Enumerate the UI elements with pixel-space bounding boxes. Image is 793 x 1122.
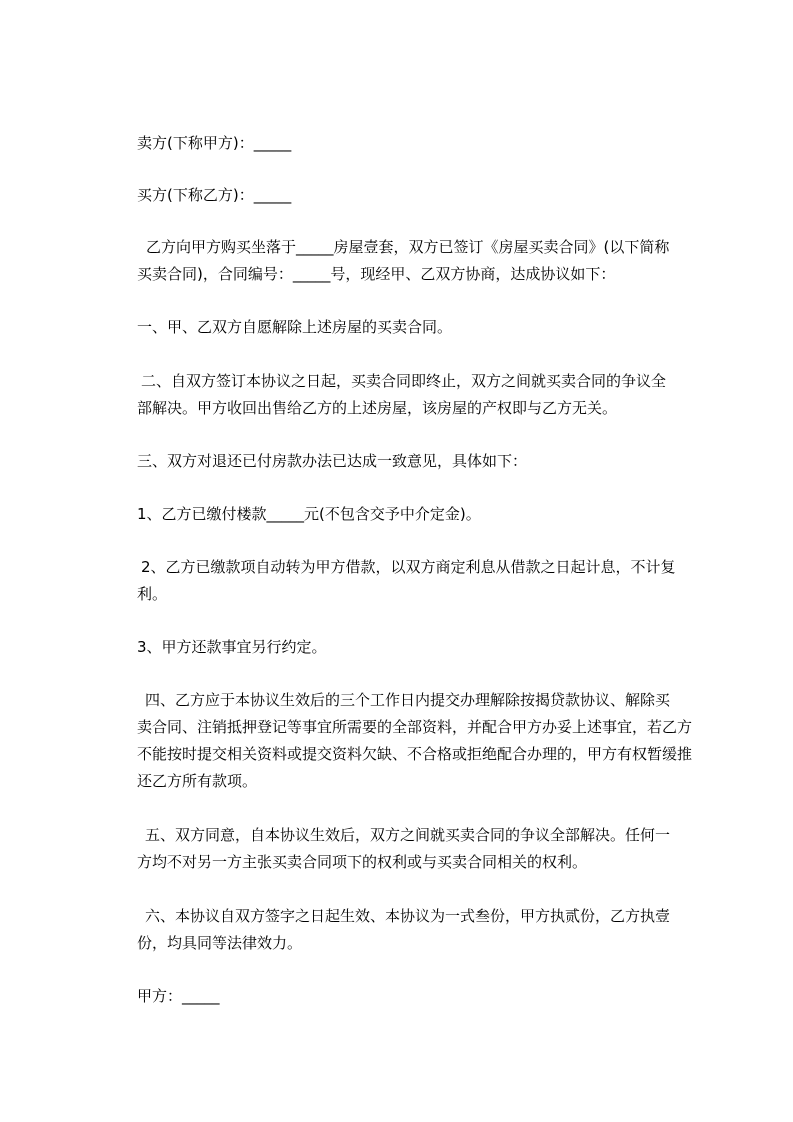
clause-4-line-4: 还乙方所有款项。 — [137, 772, 258, 790]
clause-6-line-2: 份，均具同等法律效力。 — [137, 934, 303, 952]
clause-1: 一、甲、乙双方自愿解除上述房屋的买卖合同。 — [137, 318, 453, 336]
clause-4-line-2: 卖合同、注销抵押登记等事宜所需要的全部资料，并配合甲方办妥上述事宜，若乙方 — [137, 718, 693, 736]
item-3: 3、甲方还款事宜另行约定。 — [137, 638, 327, 656]
clause-5-line-2: 方均不对另一方主张买卖合同项下的权利或与买卖合同相关的权利。 — [137, 853, 588, 871]
clause-2-line-2: 部解决。甲方收回出售给乙方的上述房屋，该房屋的产权即与乙方无关。 — [137, 399, 618, 417]
clause-4-line-1: 四、乙方应于本协议生效后的三个工作日内提交办理解除按揭贷款协议、解除买 — [145, 691, 671, 709]
item-1: 1、乙方已缴付楼款_____元(不包含交予中介定金)。 — [137, 505, 481, 523]
intro-line-2: 买卖合同)，合同编号：_____号，现经甲、乙双方协商，达成协议如下： — [137, 265, 616, 283]
seller-line: 卖方(下称甲方)：_____ — [137, 134, 292, 152]
clause-6-line-1: 六、本协议自双方签字之日起生效、本协议为一式叁份，甲方执贰份，乙方执壹 — [145, 907, 671, 925]
clause-5-line-1: 五、双方同意，自本协议生效后，双方之间就买卖合同的争议全部解决。任何一 — [145, 826, 671, 844]
intro-line-1: 乙方向甲方购买坐落于_____房屋壹套，双方已签订《房屋买卖合同》(以下简称 — [146, 238, 670, 256]
item-2-line-1: 2、乙方已缴款项自动转为甲方借款，以双方商定利息从借款之日起计息，不计复 — [141, 558, 676, 576]
clause-2-line-1: 二、自双方签订本协议之日起，买卖合同即终止，双方之间就买卖合同的争议全 — [141, 372, 667, 390]
item-2-line-2: 利。 — [137, 585, 168, 603]
clause-4-line-3: 不能按时提交相关资料或提交资料欠缺、不合格或拒绝配合办理的，甲方有权暂缓推 — [137, 745, 693, 763]
signature-party-a: 甲方：_____ — [137, 987, 220, 1005]
buyer-line: 买方(下称乙方)：_____ — [137, 186, 292, 204]
clause-3: 三、双方对退还已付房款办法已达成一致意见，具体如下： — [137, 452, 528, 470]
